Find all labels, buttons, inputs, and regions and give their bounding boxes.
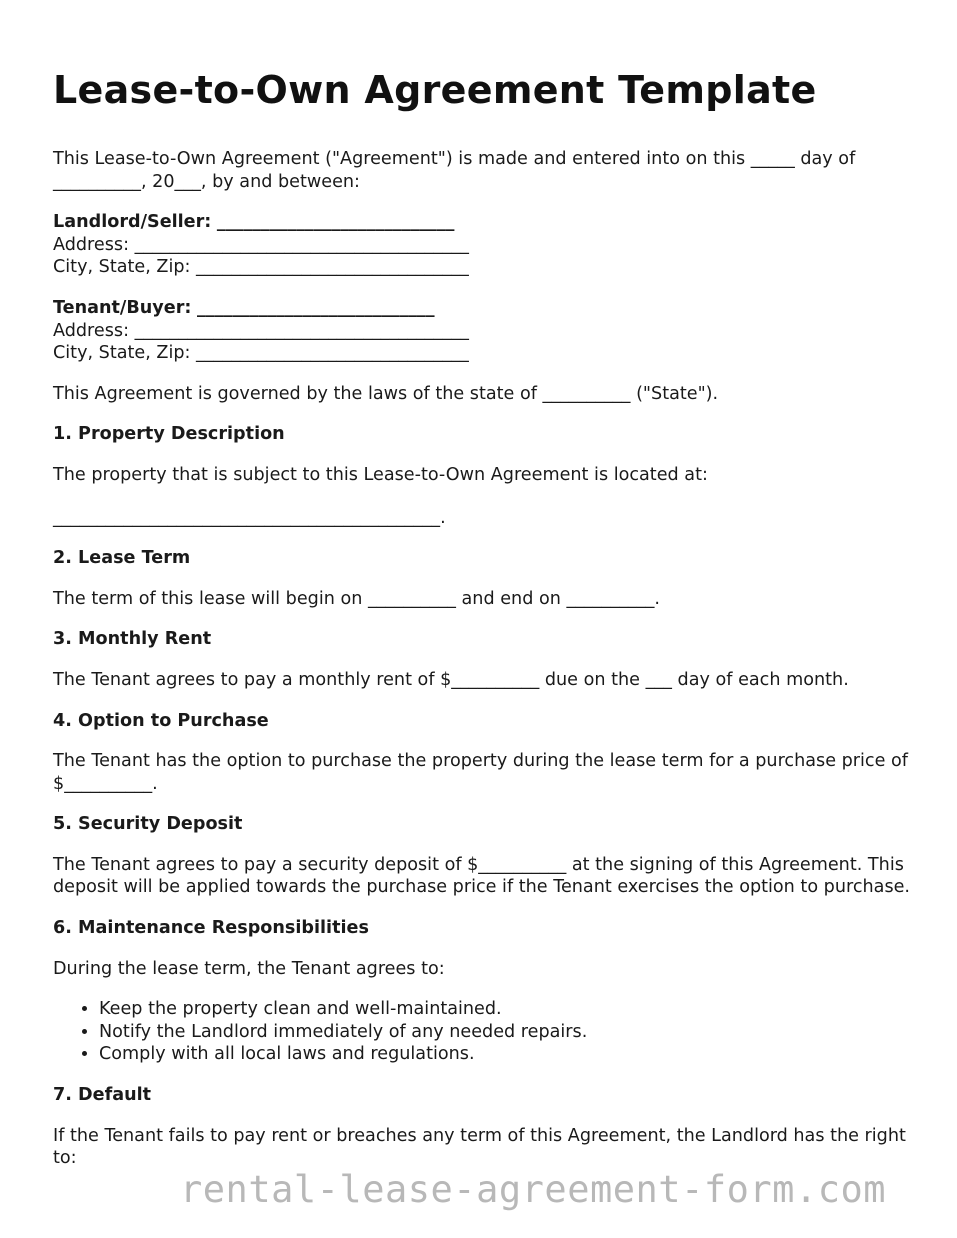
landlord-name-blank: ___________________________ [216, 212, 455, 233]
section-2-text: The term of this lease will begin on __________ and end on __________. [53, 588, 661, 609]
section-7-heading: 7. Default [53, 1085, 152, 1106]
landlord-city: City, State, Zip: _______________________________ [53, 257, 469, 278]
section-4-text: The Tenant has the option to purchase the property during the lease term for a purchase price of $__________. [53, 751, 908, 794]
tenant-name-blank: ___________________________ [197, 297, 435, 318]
section-7-text: If the Tenant fails to pay rent or breaches any term of this Agreement, the Landlord has the right to: [53, 1125, 906, 1169]
landlord-label: Landlord/Seller: [53, 212, 212, 233]
section-5-text: The Tenant agrees to pay a security deposit of $__________ at the signing of this Agreement. This deposit will be applied towards the purchase price if the Tenant exercises the option to purchase. [53, 854, 911, 898]
maintenance-list [53, 998, 913, 1066]
tenant-block [53, 297, 913, 365]
intro-paragraph: This Lease-to-Own Agreement ("Agreement") is made and entered into on this _____ day of __________, 20___, by and between: [53, 149, 856, 192]
section-2-heading: 2. Lease Term [53, 548, 191, 569]
section-5-heading: 5. Security Deposit [53, 814, 243, 835]
tenant-line [53, 297, 913, 320]
section-3-heading: 3. Monthly Rent [53, 629, 212, 650]
tenant-label: Tenant/Buyer: [53, 297, 192, 318]
section-1-text: The property that is subject to this Lease-to-Own Agreement is located at: [53, 464, 708, 485]
section-1-heading: 1. Property Description [53, 424, 285, 445]
governing-law: This Agreement is governed by the laws of the state of __________ ("State"). [53, 383, 719, 404]
landlord-address: Address: ______________________________________ [53, 234, 469, 255]
watermark: rental-lease-agreement-form.com [180, 1168, 887, 1211]
landlord-line [53, 211, 913, 234]
section-6-heading: 6. Maintenance Responsibilities [53, 918, 369, 939]
section-6-text: During the lease term, the Tenant agrees to: [53, 958, 445, 979]
document-page [53, 66, 913, 1170]
landlord-block [53, 211, 913, 279]
section-3-text: The Tenant agrees to pay a monthly rent of $__________ due on the ___ day of each month. [53, 669, 849, 690]
document-title: Lease-to-Own Agreement Template [53, 68, 817, 112]
tenant-address: Address: ______________________________________ [53, 320, 469, 341]
list-item: • Notify the Landlord immediately of any needed repairs. [99, 1021, 913, 1044]
section-4-heading: 4. Option to Purchase [53, 710, 269, 731]
tenant-city: City, State, Zip: _______________________________ [53, 343, 469, 364]
list-item: • Keep the property clean and well-maintained. [99, 998, 913, 1021]
list-item: • Comply with all local laws and regulations. [99, 1043, 913, 1066]
section-1-blank: ____________________________________________. [53, 507, 446, 528]
